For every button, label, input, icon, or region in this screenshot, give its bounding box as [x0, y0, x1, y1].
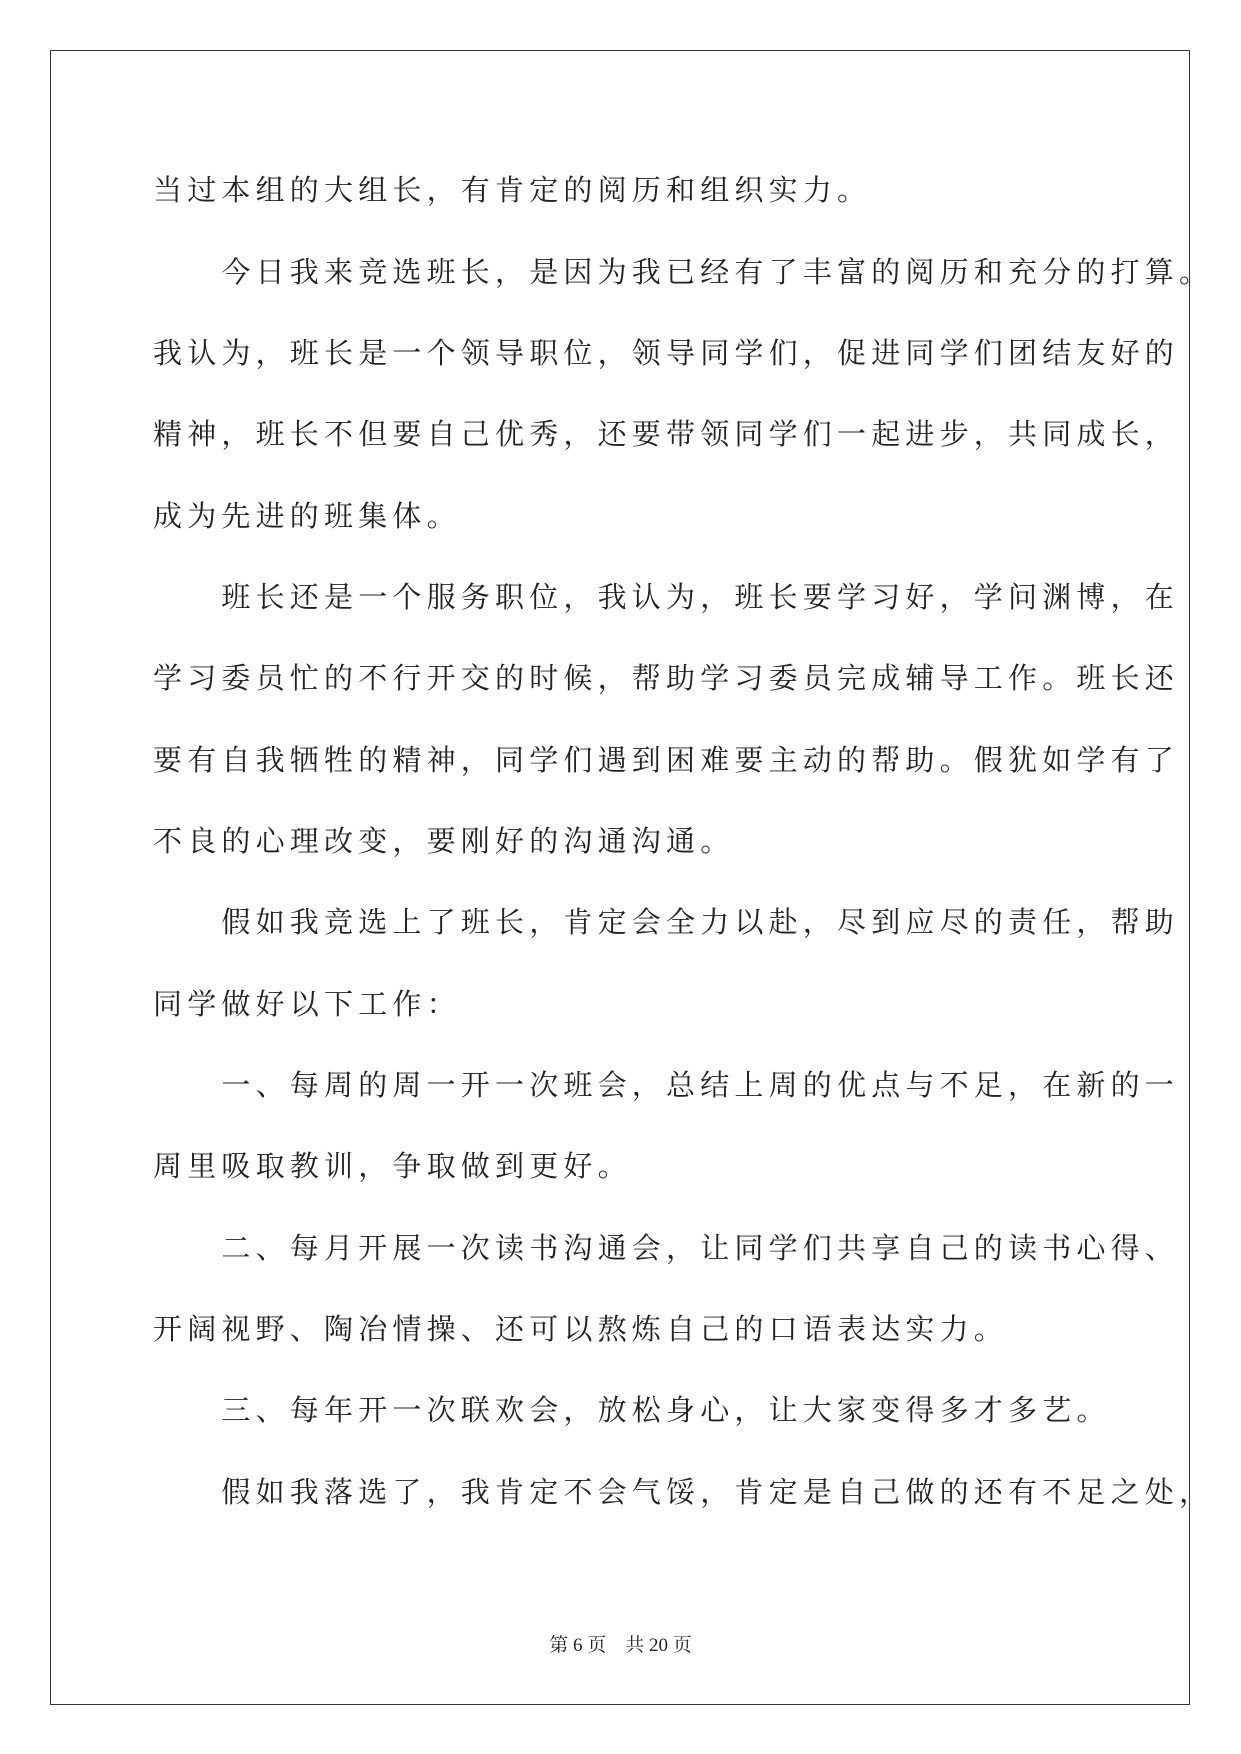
text-line: 三、每年开一次联欢会，放松身心，让大家变得多才多艺。 — [153, 1393, 1111, 1427]
text-line: 假如我竞选上了班长，肯定会全力以赴，尽到应尽的责任，帮助 — [153, 905, 1180, 939]
text-line: 当过本组的大组长，有肯定的阅历和组织实力。 — [153, 173, 872, 207]
text-line: 同学做好以下工作： — [153, 987, 461, 1021]
text-line: 班长还是一个服务职位，我认为，班长要学习好，学问渊博，在 — [153, 580, 1180, 614]
text-line: 要有自我牺牲的精神，同学们遇到困难要主动的帮助。假犹如学有了 — [153, 743, 1180, 777]
text-line: 一、每周的周一开一次班会，总结上周的优点与不足，在新的一 — [153, 1068, 1180, 1102]
text-line: 今日我来竞选班长，是因为我已经有了丰富的阅历和充分的打算。 — [153, 255, 1214, 289]
text-line: 学习委员忙的不行开交的时候，帮助学习委员完成辅导工作。班长还 — [153, 661, 1180, 695]
text-line: 二、每月开展一次读书沟通会，让同学们共享自己的读书心得、 — [153, 1231, 1180, 1265]
text-line: 不良的心理改变，要刚好的沟通沟通。 — [153, 824, 735, 858]
text-line: 周里吸取教训，争取做到更好。 — [153, 1149, 632, 1183]
page-frame — [50, 50, 1190, 1705]
text-line: 开阔视野、陶冶情操、还可以熬炼自己的口语表达实力。 — [153, 1312, 1009, 1346]
text-line: 假如我落选了，我肯定不会气馁，肯定是自己做的还有不足之处， — [153, 1475, 1214, 1509]
page-footer: 第 6 页 共 20 页 — [549, 1635, 692, 1656]
text-line: 精神，班长不但要自己优秀，还要带领同学们一起进步，共同成长， — [153, 417, 1180, 451]
text-line: 成为先进的班集体。 — [153, 499, 461, 533]
text-line: 我认为，班长是一个领导职位，领导同学们，促进同学们团结友好的 — [153, 336, 1180, 370]
